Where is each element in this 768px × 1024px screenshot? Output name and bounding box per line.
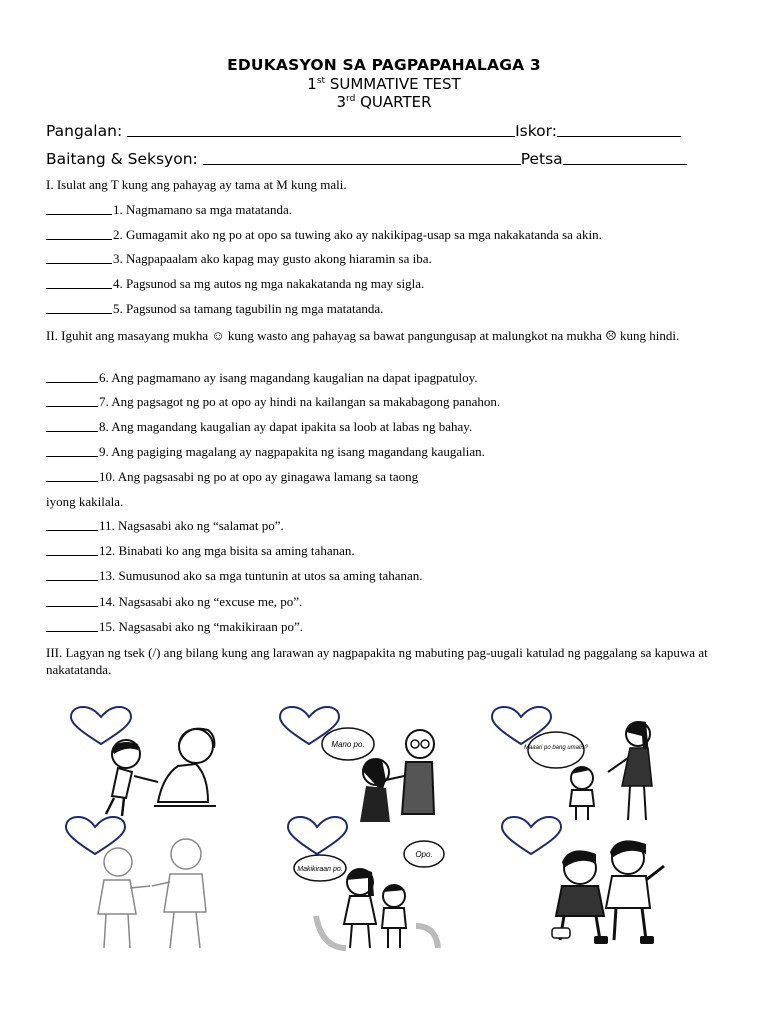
part2-item bbox=[46, 568, 423, 584]
bubble-text: Opo. bbox=[415, 850, 433, 859]
answer-blank[interactable] bbox=[46, 568, 98, 581]
heart-icon bbox=[71, 707, 131, 744]
answer-blank[interactable] bbox=[46, 251, 112, 264]
name-label: Pangalan: bbox=[46, 122, 128, 140]
answer-blank[interactable] bbox=[46, 518, 98, 531]
item-text: 14. Nagsasabi ako ng “excuse me, po”. bbox=[99, 594, 303, 609]
item-text: 10. Ang pagsasabi ng po at opo ay ginagawa lamang sa taong bbox=[99, 469, 419, 484]
quarter-number: 3 bbox=[336, 93, 347, 111]
item-text: 2. Gumagamit ako ng po at opo sa tuwing ako ay nakikipag-usap sa mga nakakatanda sa akin. bbox=[113, 227, 602, 242]
quarter-ordinal: rd bbox=[346, 94, 356, 104]
bubble-text: Maaari po bang umalis? bbox=[523, 745, 589, 751]
item-text: 1. Nagmamano sa mga matatanda. bbox=[113, 202, 293, 217]
item-text: 15. Nagsasabi ako ng “makikiraan po”. bbox=[99, 619, 303, 634]
heart-icon bbox=[288, 817, 347, 854]
answer-blank[interactable] bbox=[46, 227, 112, 240]
item-text: 12. Binabati ko ang mga bisita sa aming tahanan. bbox=[99, 543, 355, 558]
answer-blank[interactable] bbox=[46, 370, 98, 383]
date-blank[interactable] bbox=[563, 149, 687, 165]
picture-1-boy-greeting-elder bbox=[68, 706, 238, 824]
part1-item bbox=[46, 301, 383, 317]
worksheet-title: EDUKASYON SA PAGPAPAHALAGA 3 bbox=[227, 56, 541, 74]
part2-item bbox=[46, 394, 500, 410]
picture-3-asking-permission bbox=[490, 706, 660, 824]
bubble-text: Makikiraan po. bbox=[297, 866, 343, 873]
grade-section-blank[interactable] bbox=[203, 149, 521, 165]
item-text: 11. Nagsasabi ako ng “salamat po”. bbox=[99, 518, 284, 533]
item-text: 6. Ang pagmamano ay isang magandang kaugalian na dapat ipagpatuloy. bbox=[99, 370, 478, 385]
item-text: 9. Ang pagiging magalang ay nagpapakita ng isang magandang kaugalian. bbox=[99, 444, 485, 459]
bubble-text: Mano po. bbox=[331, 740, 365, 749]
answer-blank[interactable] bbox=[46, 276, 112, 289]
item-text: 3. Nagpapaalam ako kapag may gusto akong hiaramin sa iba. bbox=[113, 251, 432, 266]
item-text: 7. Ang pagsagot ng po at opo ay hindi na kailangan sa makabagong panahon. bbox=[99, 394, 501, 409]
item10-continuation: iyong kakilala. bbox=[46, 494, 124, 509]
item-text: 5. Pagsunod sa tamang tagubilin ng mga matatanda. bbox=[113, 301, 384, 316]
part1-item bbox=[46, 227, 602, 243]
part1-item bbox=[46, 202, 292, 218]
grade-section-label: Baitang & Seksyon: bbox=[46, 150, 203, 168]
test-number: 1 bbox=[307, 75, 317, 93]
part2-item bbox=[46, 444, 485, 460]
answer-blank[interactable] bbox=[46, 469, 98, 482]
test-ordinal: st bbox=[316, 76, 326, 86]
picture-6-boys-fighting bbox=[500, 816, 680, 952]
part1-item bbox=[46, 251, 432, 267]
part2-instruction: II. Iguhit ang masayang mukha ☺ kung wasto ang pahayag sa bawat pangungusap at malungkot na mukha ☹ kung hindi. bbox=[46, 328, 680, 343]
heart-icon bbox=[502, 817, 561, 854]
answer-blank[interactable] bbox=[46, 394, 98, 407]
answer-blank[interactable] bbox=[46, 444, 98, 457]
grade-date-row bbox=[46, 149, 687, 168]
part2-item bbox=[46, 518, 284, 534]
score-blank[interactable] bbox=[557, 121, 681, 137]
quarter-subtitle bbox=[0, 93, 768, 111]
part1-instruction: I. Isulat ang T kung ang pahayag ay tama at M kung mali. bbox=[46, 177, 347, 192]
test-label: SUMMATIVE TEST bbox=[325, 75, 461, 93]
picture-5-makikiraan-po bbox=[286, 816, 446, 952]
item-text: 8. Ang magandang kaugalian ay dapat ipakita sa loob at labas ng bahay. bbox=[99, 419, 473, 434]
part1-item bbox=[46, 276, 424, 292]
score-label: Iskor: bbox=[515, 122, 557, 140]
name-blank[interactable] bbox=[127, 121, 515, 137]
answer-blank[interactable] bbox=[46, 202, 112, 215]
part2-item bbox=[46, 543, 355, 559]
answer-blank[interactable] bbox=[46, 419, 98, 432]
answer-blank[interactable] bbox=[46, 301, 112, 314]
date-label: Petsa bbox=[520, 150, 563, 168]
name-score-row bbox=[46, 121, 681, 140]
picture-2-mano-po bbox=[278, 706, 448, 824]
item-text: 13. Sumusunod ako sa mga tuntunin at utos sa aming tahanan. bbox=[99, 568, 423, 583]
part2-item bbox=[46, 370, 478, 386]
answer-blank[interactable] bbox=[46, 543, 98, 556]
test-subtitle bbox=[0, 75, 768, 93]
part2-item bbox=[46, 419, 472, 435]
quarter-label: QUARTER bbox=[355, 93, 432, 111]
part2-item bbox=[46, 619, 303, 635]
part3-instruction: III. Lagyan ng tsek (/) ang bilang kung ang larawan ay nagpapakita ng mabuting pag-uugali katulad ng paggalang sa kapuwa at nakatatanda. bbox=[46, 645, 708, 677]
part2-item bbox=[46, 469, 418, 485]
part2-item bbox=[46, 594, 302, 610]
item-text: 4. Pagsunod sa mg autos ng mga nakakatanda ng may sigla. bbox=[113, 276, 425, 291]
picture-4-two-children bbox=[64, 816, 234, 952]
answer-blank[interactable] bbox=[46, 619, 98, 632]
answer-blank[interactable] bbox=[46, 594, 98, 607]
